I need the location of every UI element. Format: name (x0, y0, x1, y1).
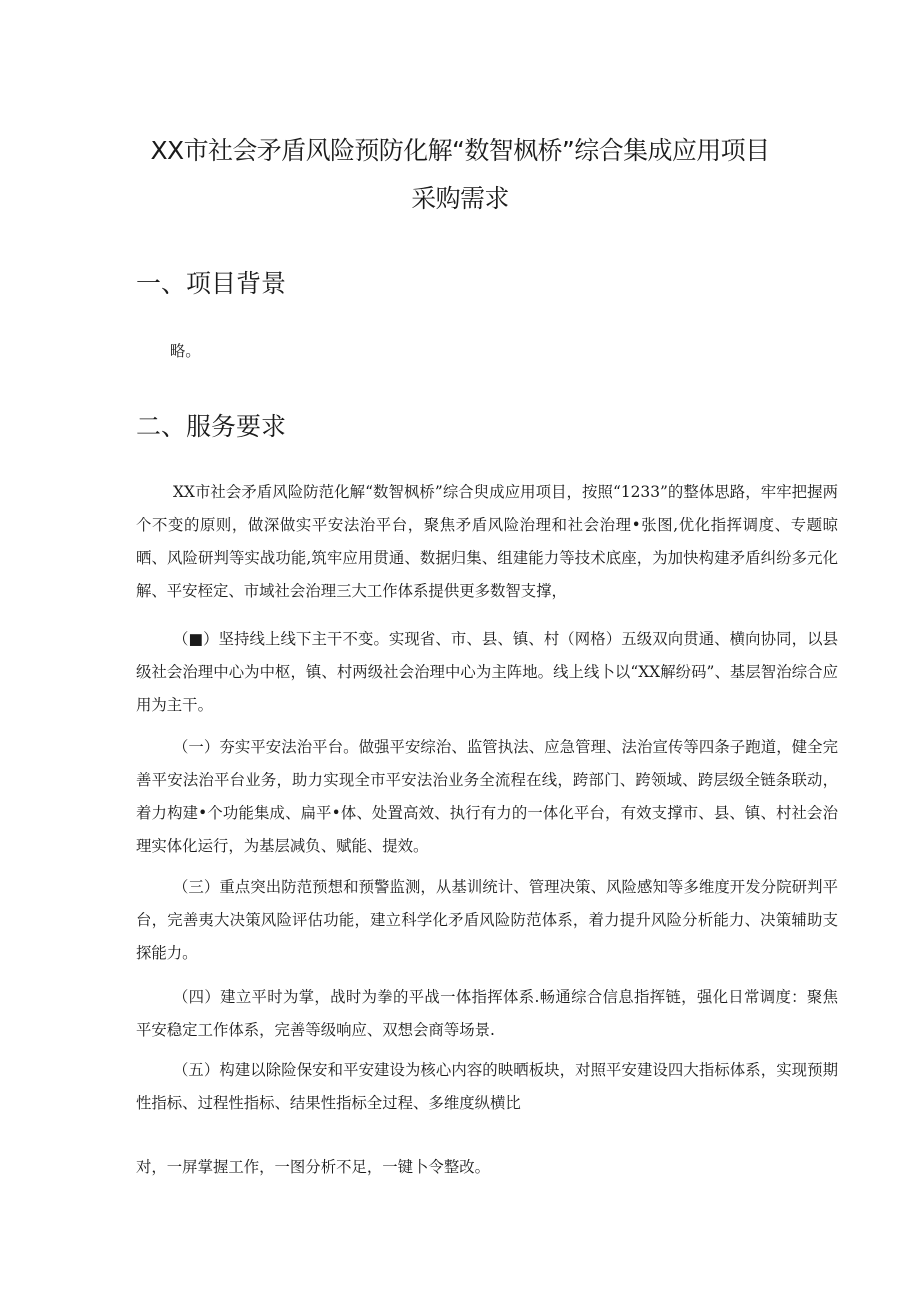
paragraph: （三）重点突出防范预想和预警监测，从基训统计、管理决策、风险感知等多维度开发分院研判平台，完善夷大决策风险评估功能，建立科学化矛盾风险防范体系，着力提升风险分析能力、决策辅助支探能力。 (136, 878, 838, 962)
paragraph: XX市社会矛盾风险防范化解“数智枫桥”综合臾成应用项目，按照“1233”的整体思路，牢牢把握两个不变的原则，做深做实平安法治平台，聚焦矛盾风险治理和社会治理•张图,优化指挥调度、专题晾晒、风险研判等实战功能,筑牢应用贯通、数据归集、组建能力等技术底座，为加快构建矛盾纠纷多元化解、平安桎定、市域社会治理三大工作体系提供更多数智支撑， (136, 483, 838, 600)
paragraph: （四）建立平时为掌，战时为拳的平战一体指挥体系.畅通综合信息指挥链，强化日常调度：聚焦平安稳定工作体系，完善等级响应、双想会商等场景. (136, 988, 838, 1039)
section-heading-service-requirements: 二、服务要求 (136, 412, 287, 441)
paragraph: （■）坚持线上线下主干不变。实现省、市、县、镇、村（网格）五级双向贯通、横向协同，以县级社会治理中心为中枢，镇、村两级社会治理中心为主阵地。线上线卜以“XX解纷码”、基层智治综合应用为主干。 (136, 630, 838, 714)
paragraph: 对，一屏掌握工作，一图分析不足，一键卜令整改。 (136, 1158, 490, 1176)
section-heading-background: 一、项目背景 (136, 269, 287, 298)
paragraph: （一）夯实平安法治平台。做强平安综治、监管执法、应急管理、法治宣传等四条子跑道，健全完善平安法治平台业务，助力实现全市平安法治业务全流程在线，跨部门、跨领域、跨层级全链条联动，着力构建•个功能集成、扁平•体、处置高效、执行有力的一体化平台，有效支撑市、县、镇、村社会治理实体化运行，为基层减负、赋能、提效。 (136, 738, 838, 855)
paragraph: （五）构建以除险保安和平安建设为核心内容的映晒板块，对照平安建设四大指标体系，实现预期性指标、过程性指标、结果性指标全过程、多维度纵横比 (136, 1061, 838, 1112)
document-subtitle: 采购需求 (411, 184, 509, 213)
section-background-body: 略。 (169, 342, 201, 360)
document-title: XX市社会矛盾风险预防化解“数智枫桥”综合集成应用项目 (150, 136, 770, 165)
